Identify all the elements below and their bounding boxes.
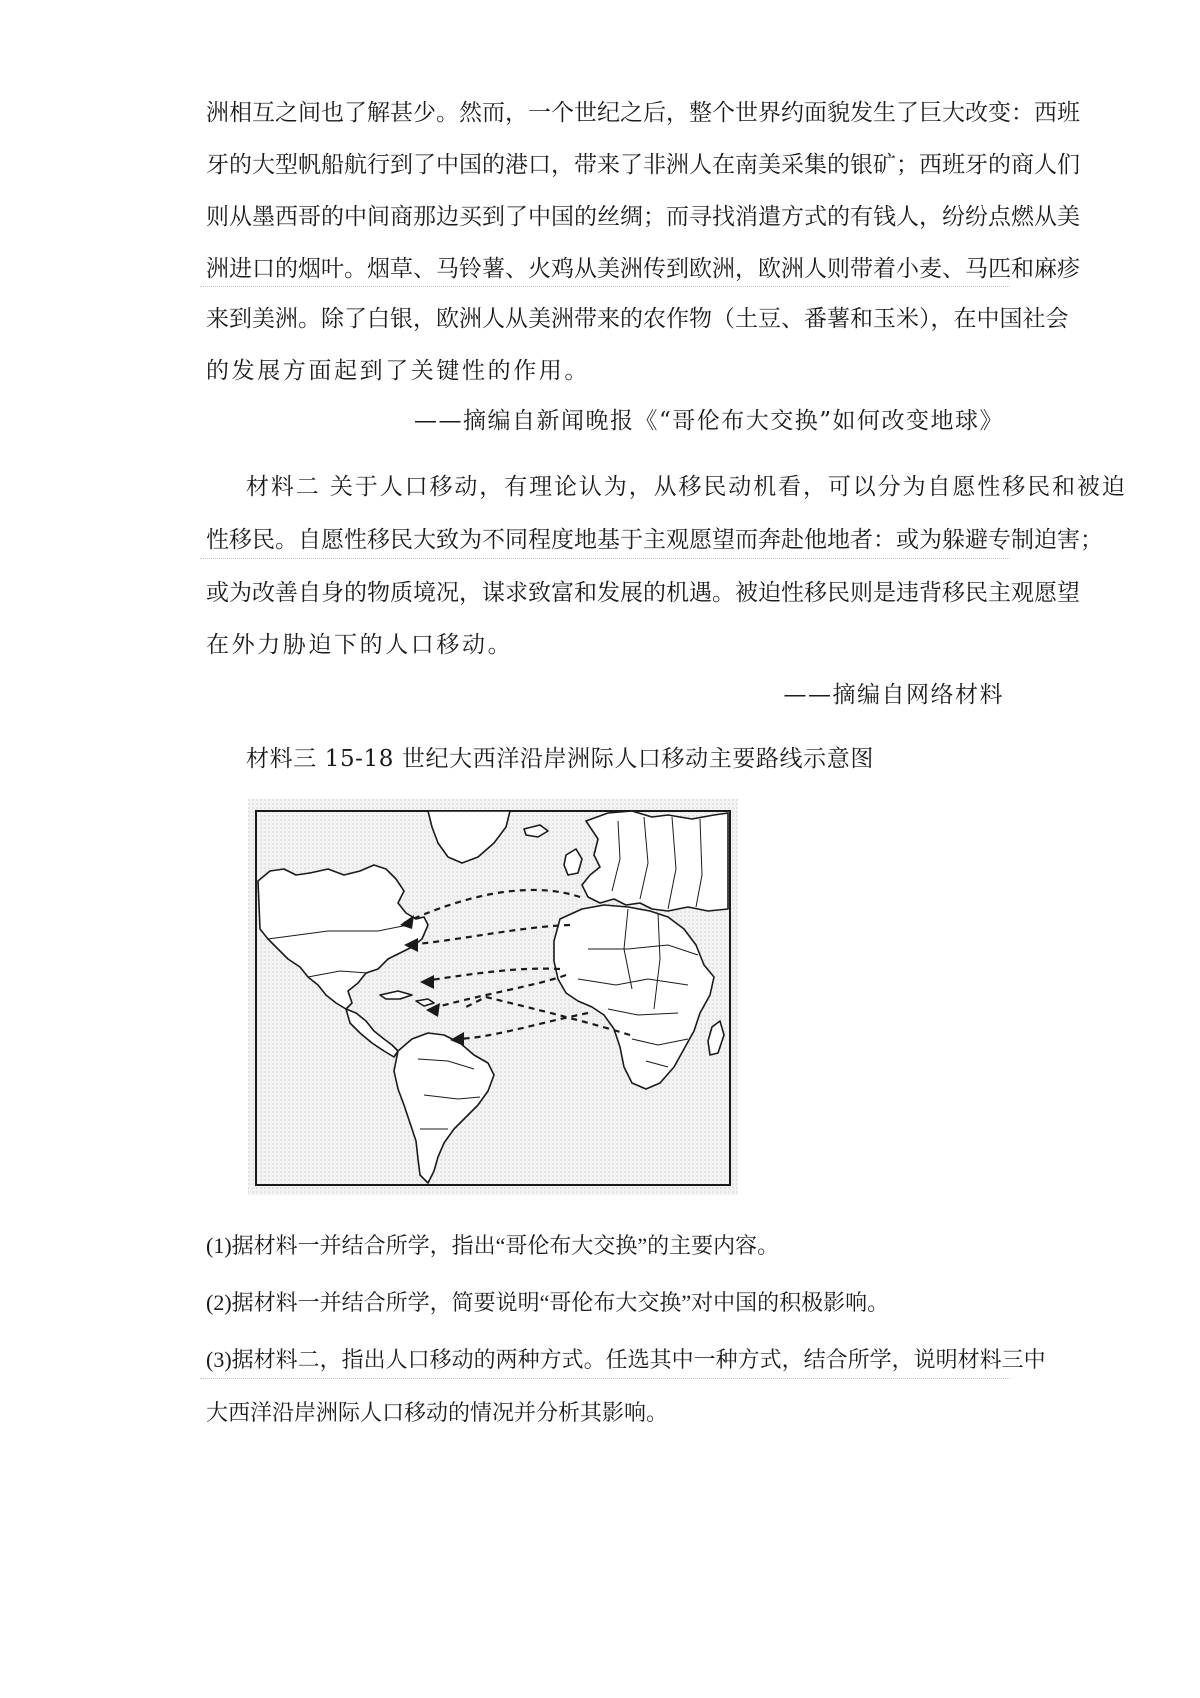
material2-line-1: 材料二 关于人口移动，有理论认为，从移民动机看，可以分为自愿性移民和被迫 — [246, 474, 1127, 500]
material2-line-3: 或为改善自身的物质境况，谋求致富和发展的机遇。被迫性移民则是违背移民主观愿望 — [206, 580, 1080, 606]
material1-source: ——摘编自新闻晚报《“哥伦布大交换”如何改变地球》 — [413, 408, 1004, 434]
material3-caption: 材料三 15-18 世纪大西洋沿岸洲际人口移动主要路线示意图 — [246, 746, 874, 772]
material2-source: ——摘编自网络材料 — [783, 682, 1004, 708]
material1-line-1: 洲相互之间也了解甚少。然而，一个世纪之后，整个世界约面貌发生了巨大改变：西班 — [206, 100, 1080, 126]
material1-line-5: 来到美洲。除了白银，欧洲人从美洲带来的农作物（土豆、番薯和玉米），在中国社会 — [206, 306, 1069, 332]
question-2: (2)据材料一并结合所学，简要说明“哥伦布大交换”对中国的积极影响。 — [206, 1290, 890, 1315]
atlantic-migration-map — [248, 799, 738, 1195]
material2-line-2: 性移民。自愿性移民大致为不同程度地基于主观愿望而奔赴他地者：或为躲避专制迫害； — [206, 527, 1103, 553]
map-figure — [248, 799, 738, 1195]
dotted-rule — [200, 558, 1010, 559]
material1-line-6: 的发展方面起到了关键性的作用。 — [206, 358, 590, 384]
question-3-line-2: 大西洋沿岸洲际人口移动的情况并分析其影响。 — [206, 1400, 669, 1425]
dotted-rule — [200, 1378, 1010, 1379]
material1-line-4: 洲进口的烟叶。烟草、马铃薯、火鸡从美洲传到欧洲，欧洲人则带着小麦、马匹和麻疹 — [206, 256, 1080, 282]
question-1: (1)据材料一并结合所学，指出“哥伦布大交换”的主要内容。 — [206, 1233, 780, 1258]
question-3-line-1: (3)据材料二，指出人口移动的两种方式。任选其中一种方式，结合所学，说明材料三中 — [206, 1347, 1046, 1372]
material1-line-2: 牙的大型帆船航行到了中国的港口，带来了非洲人在南美采集的银矿；西班牙的商人们 — [206, 152, 1080, 178]
europe-landmass — [582, 811, 728, 911]
material1-line-3: 则从墨西哥的中间商那边买到了中国的丝绸；而寻找消遣方式的有钱人，纷纷点燃从美 — [206, 204, 1080, 230]
dotted-rule — [200, 286, 1010, 287]
material2-line-4: 在外力胁迫下的人口移动。 — [206, 632, 514, 658]
